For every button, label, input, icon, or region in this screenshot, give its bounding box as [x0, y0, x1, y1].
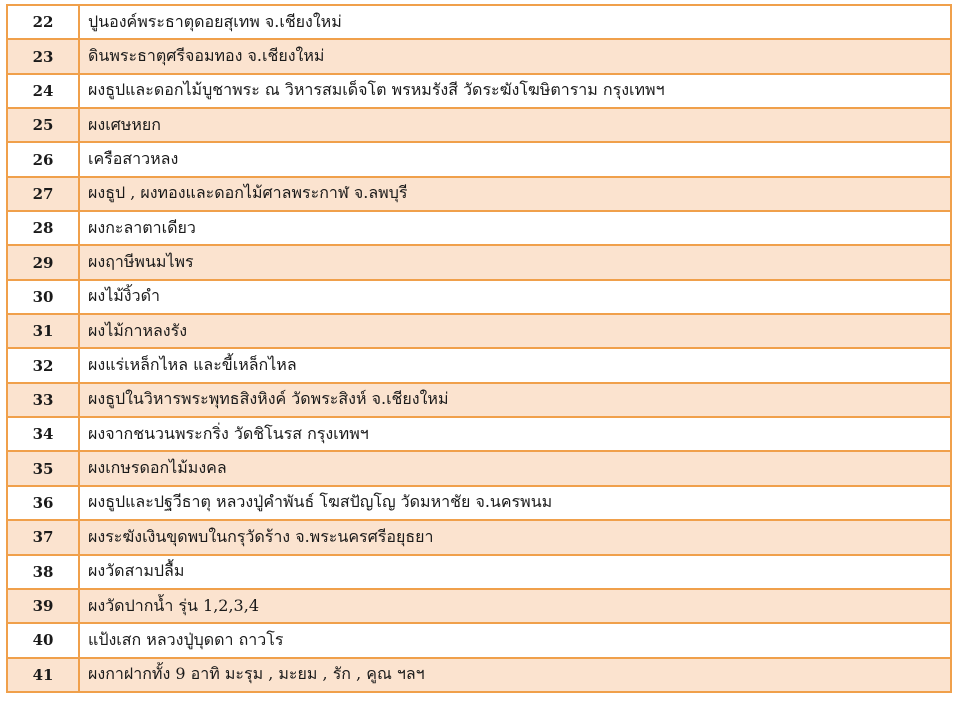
row-text: ผงวัดปากน้ำ รุ่น 1,2,3,4 [79, 589, 951, 623]
row-text: ผงไม้งิ้วดำ [79, 280, 951, 314]
row-number: 39 [7, 589, 79, 623]
row-number: 38 [7, 555, 79, 589]
row-text: ผงไม้กาหลงรัง [79, 314, 951, 348]
row-text: ผงระฆังเงินขุดพบในกรุวัดร้าง จ.พระนครศรีอยุธยา [79, 520, 951, 554]
table-row [7, 383, 951, 417]
row-number: 32 [7, 348, 79, 382]
table-body [7, 5, 951, 692]
table-row [7, 177, 951, 211]
table-row [7, 486, 951, 520]
row-number: 24 [7, 74, 79, 108]
table-row [7, 417, 951, 451]
ingredients-table [6, 4, 952, 693]
row-number: 22 [7, 5, 79, 39]
row-text: ผงวัดสามปลื้ม [79, 555, 951, 589]
table-row [7, 658, 951, 692]
ingredients-table-container [6, 4, 952, 693]
table-row [7, 74, 951, 108]
row-text: ผงเศษหยก [79, 108, 951, 142]
table-row [7, 245, 951, 279]
row-number: 23 [7, 39, 79, 73]
row-text: ผงแร่เหล็กไหล และขี้เหล็กไหล [79, 348, 951, 382]
row-number: 29 [7, 245, 79, 279]
row-number: 26 [7, 142, 79, 176]
row-text: ผงธูปและดอกไม้บูชาพระ ณ วิหารสมเด็จโต พรหมรังสี วัดระฆังโฆษิตาราม กรุงเทพฯ [79, 74, 951, 108]
table-row [7, 589, 951, 623]
row-text: ผงธูปในวิหารพระพุทธสิงหิงค์ วัดพระสิงห์ จ.เชียงใหม่ [79, 383, 951, 417]
table-row [7, 520, 951, 554]
row-text: ผงเกษรดอกไม้มงคล [79, 451, 951, 485]
row-number: 27 [7, 177, 79, 211]
table-row [7, 39, 951, 73]
row-number: 35 [7, 451, 79, 485]
row-text: ผงกาฝากทั้ง 9 อาทิ มะรุม , มะยม , รัก , คูณ ฯลฯ [79, 658, 951, 692]
row-number: 31 [7, 314, 79, 348]
table-row [7, 280, 951, 314]
table-row [7, 451, 951, 485]
row-text: ผงฤาษีพนมไพร [79, 245, 951, 279]
row-text: แป้งเสก หลวงปู่บุดดา ถาวโร [79, 623, 951, 657]
row-text: ผงธูป , ผงทองและดอกไม้ศาลพระกาฬ จ.ลพบุรี [79, 177, 951, 211]
row-number: 36 [7, 486, 79, 520]
table-row [7, 348, 951, 382]
row-text: ผงธูปและปฐวีธาตุ หลวงปู่คำพันธ์ โฆสปัญโญ วัดมหาชัย จ.นครพนม [79, 486, 951, 520]
row-number: 41 [7, 658, 79, 692]
row-text: ดินพระธาตุศรีจอมทอง จ.เชียงใหม่ [79, 39, 951, 73]
row-text: ปูนองค์พระธาตุดอยสุเทพ จ.เชียงใหม่ [79, 5, 951, 39]
row-text: ผงกะลาตาเดียว [79, 211, 951, 245]
row-number: 37 [7, 520, 79, 554]
table-row [7, 555, 951, 589]
row-number: 28 [7, 211, 79, 245]
table-row [7, 211, 951, 245]
row-text: เครือสาวหลง [79, 142, 951, 176]
table-row [7, 142, 951, 176]
row-number: 33 [7, 383, 79, 417]
row-number: 25 [7, 108, 79, 142]
table-row [7, 623, 951, 657]
table-row [7, 314, 951, 348]
row-text: ผงจากชนวนพระกริ่ง วัดชิโนรส กรุงเทพฯ [79, 417, 951, 451]
row-number: 34 [7, 417, 79, 451]
row-number: 40 [7, 623, 79, 657]
row-number: 30 [7, 280, 79, 314]
table-row [7, 108, 951, 142]
table-row [7, 5, 951, 39]
